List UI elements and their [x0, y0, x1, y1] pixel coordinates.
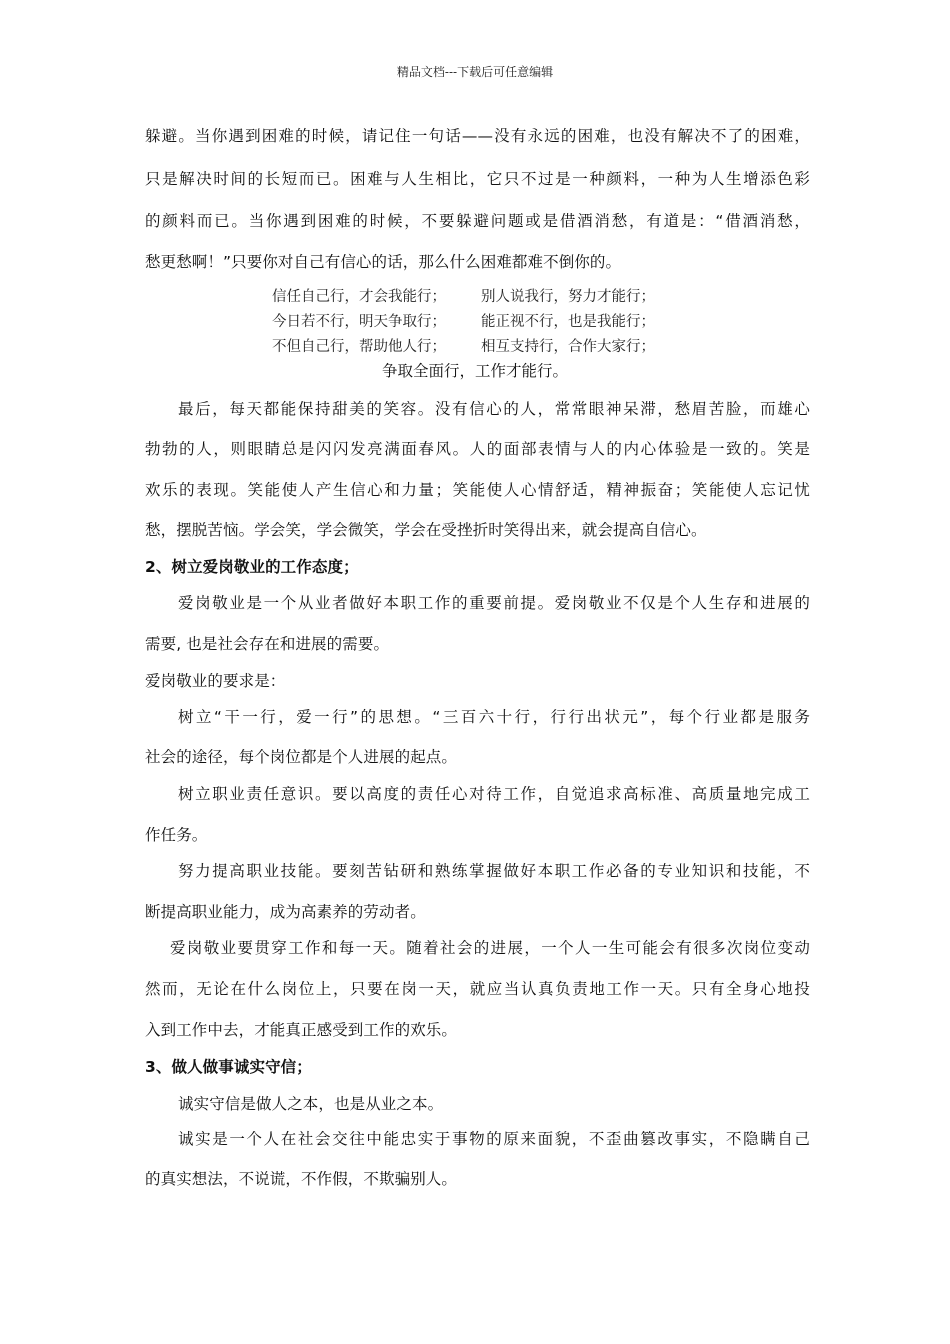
paragraph-line: 断提高职业能力，成为高素养的劳动者。: [145, 903, 426, 921]
paragraph-line: 树立职业责任意识。要以高度的责任心对待工作，自觉追求高标准、高质量地完成工: [178, 785, 810, 803]
paragraph-line: 勃勃的人，则眼睛总是闪闪发亮满面春风。人的面部表情与人的内心体验是一致的。笑是: [145, 440, 810, 458]
paragraph-line: 然而，无论在什么岗位上，只要在岗一天，就应当认真负责地工作一天。只有全身心地投: [145, 980, 810, 998]
paragraph-line: 社会的途径，每个岗位都是个人进展的起点。: [145, 748, 458, 766]
poem-final-line: 争取全面行，工作才能行。: [381, 362, 568, 380]
paragraph-line: 欢乐的表现。笑能使人产生信心和力量；笑能使人心情舒适，精神振奋；笑能使人忘记忧: [145, 481, 810, 499]
paragraph-line: 最后，每天都能保持甜美的笑容。没有信心的人，常常眼神呆滞，愁眉苦脸，而雄心: [178, 400, 810, 418]
paragraph-line: 作任务。: [145, 826, 208, 844]
poem-line-left: 不但自己行，帮助他人行；: [272, 339, 446, 355]
section-heading-2: 2、树立爱岗敬业的工作态度；: [145, 558, 359, 576]
paragraph-line: 努力提高职业技能。要刻苦钻研和熟练掌握做好本职工作必备的专业知识和技能，不: [178, 862, 810, 880]
page-header: 精品文档---下载后可任意编辑: [396, 65, 554, 79]
poem-line-right: 别人说我行，努力才能行；: [481, 289, 655, 305]
paragraph-line: 爱岗敬业是一个从业者做好本职工作的重要前提。爱岗敬业不仅是个人生存和进展的: [178, 594, 810, 612]
poem-line-right: 能正视不行，也是我能行；: [481, 314, 655, 330]
paragraph-line: 的颜料而已。当你遇到困难的时候，不要躲避问题或是借酒消愁，有道是：“借酒消愁，: [145, 212, 810, 230]
paragraph-line: 愁更愁啊！”只要你对自己有信心的话，那么什么困难都难不倒你的。: [145, 253, 622, 271]
paragraph-line: 诚实守信是做人之本，也是从业之本。: [178, 1095, 444, 1113]
paragraph-line: 愁，摆脱苦恼。学会笑，学会微笑，学会在受挫折时笑得出来，就会提高自信心。: [145, 521, 707, 539]
poem-line-left: 今日若不行，明天争取行；: [272, 314, 446, 330]
paragraph-line: 诚实是一个人在社会交往中能忠实于事物的原来面貌，不歪曲篡改事实，不隐瞒自己: [178, 1130, 810, 1148]
poem-line-right: 相互支持行，合作大家行；: [481, 339, 655, 355]
paragraph-line: 躲避。当你遇到困难的时候，请记住一句话——没有永远的困难，也没有解决不了的困难，: [145, 127, 810, 145]
section-heading-3: 3、做人做事诚实守信；: [145, 1058, 312, 1076]
poem-line-left: 信任自己行，才会我能行；: [272, 289, 446, 305]
paragraph-line: 的真实想法，不说谎，不作假，不欺骗别人。: [145, 1170, 458, 1188]
paragraph-line: 只是解决时间的长短而已。困难与人生相比，它只不过是一种颜料，一种为人生增添色彩: [145, 170, 810, 188]
paragraph-line: 需要, 也是社会存在和进展的需要。: [145, 635, 390, 653]
requirements-label: 爱岗敬业的要求是：: [145, 672, 286, 690]
paragraph-line: 入到工作中去，才能真正感受到工作的欢乐。: [145, 1021, 458, 1039]
paragraph-line: 树立“干一行，爱一行”的思想。“三百六十行，行行出状元”，每个行业都是服务: [178, 708, 810, 726]
paragraph-line: 爱岗敬业要贯穿工作和每一天。随着社会的进展，一个人一生可能会有很多次岗位变动: [170, 939, 810, 957]
